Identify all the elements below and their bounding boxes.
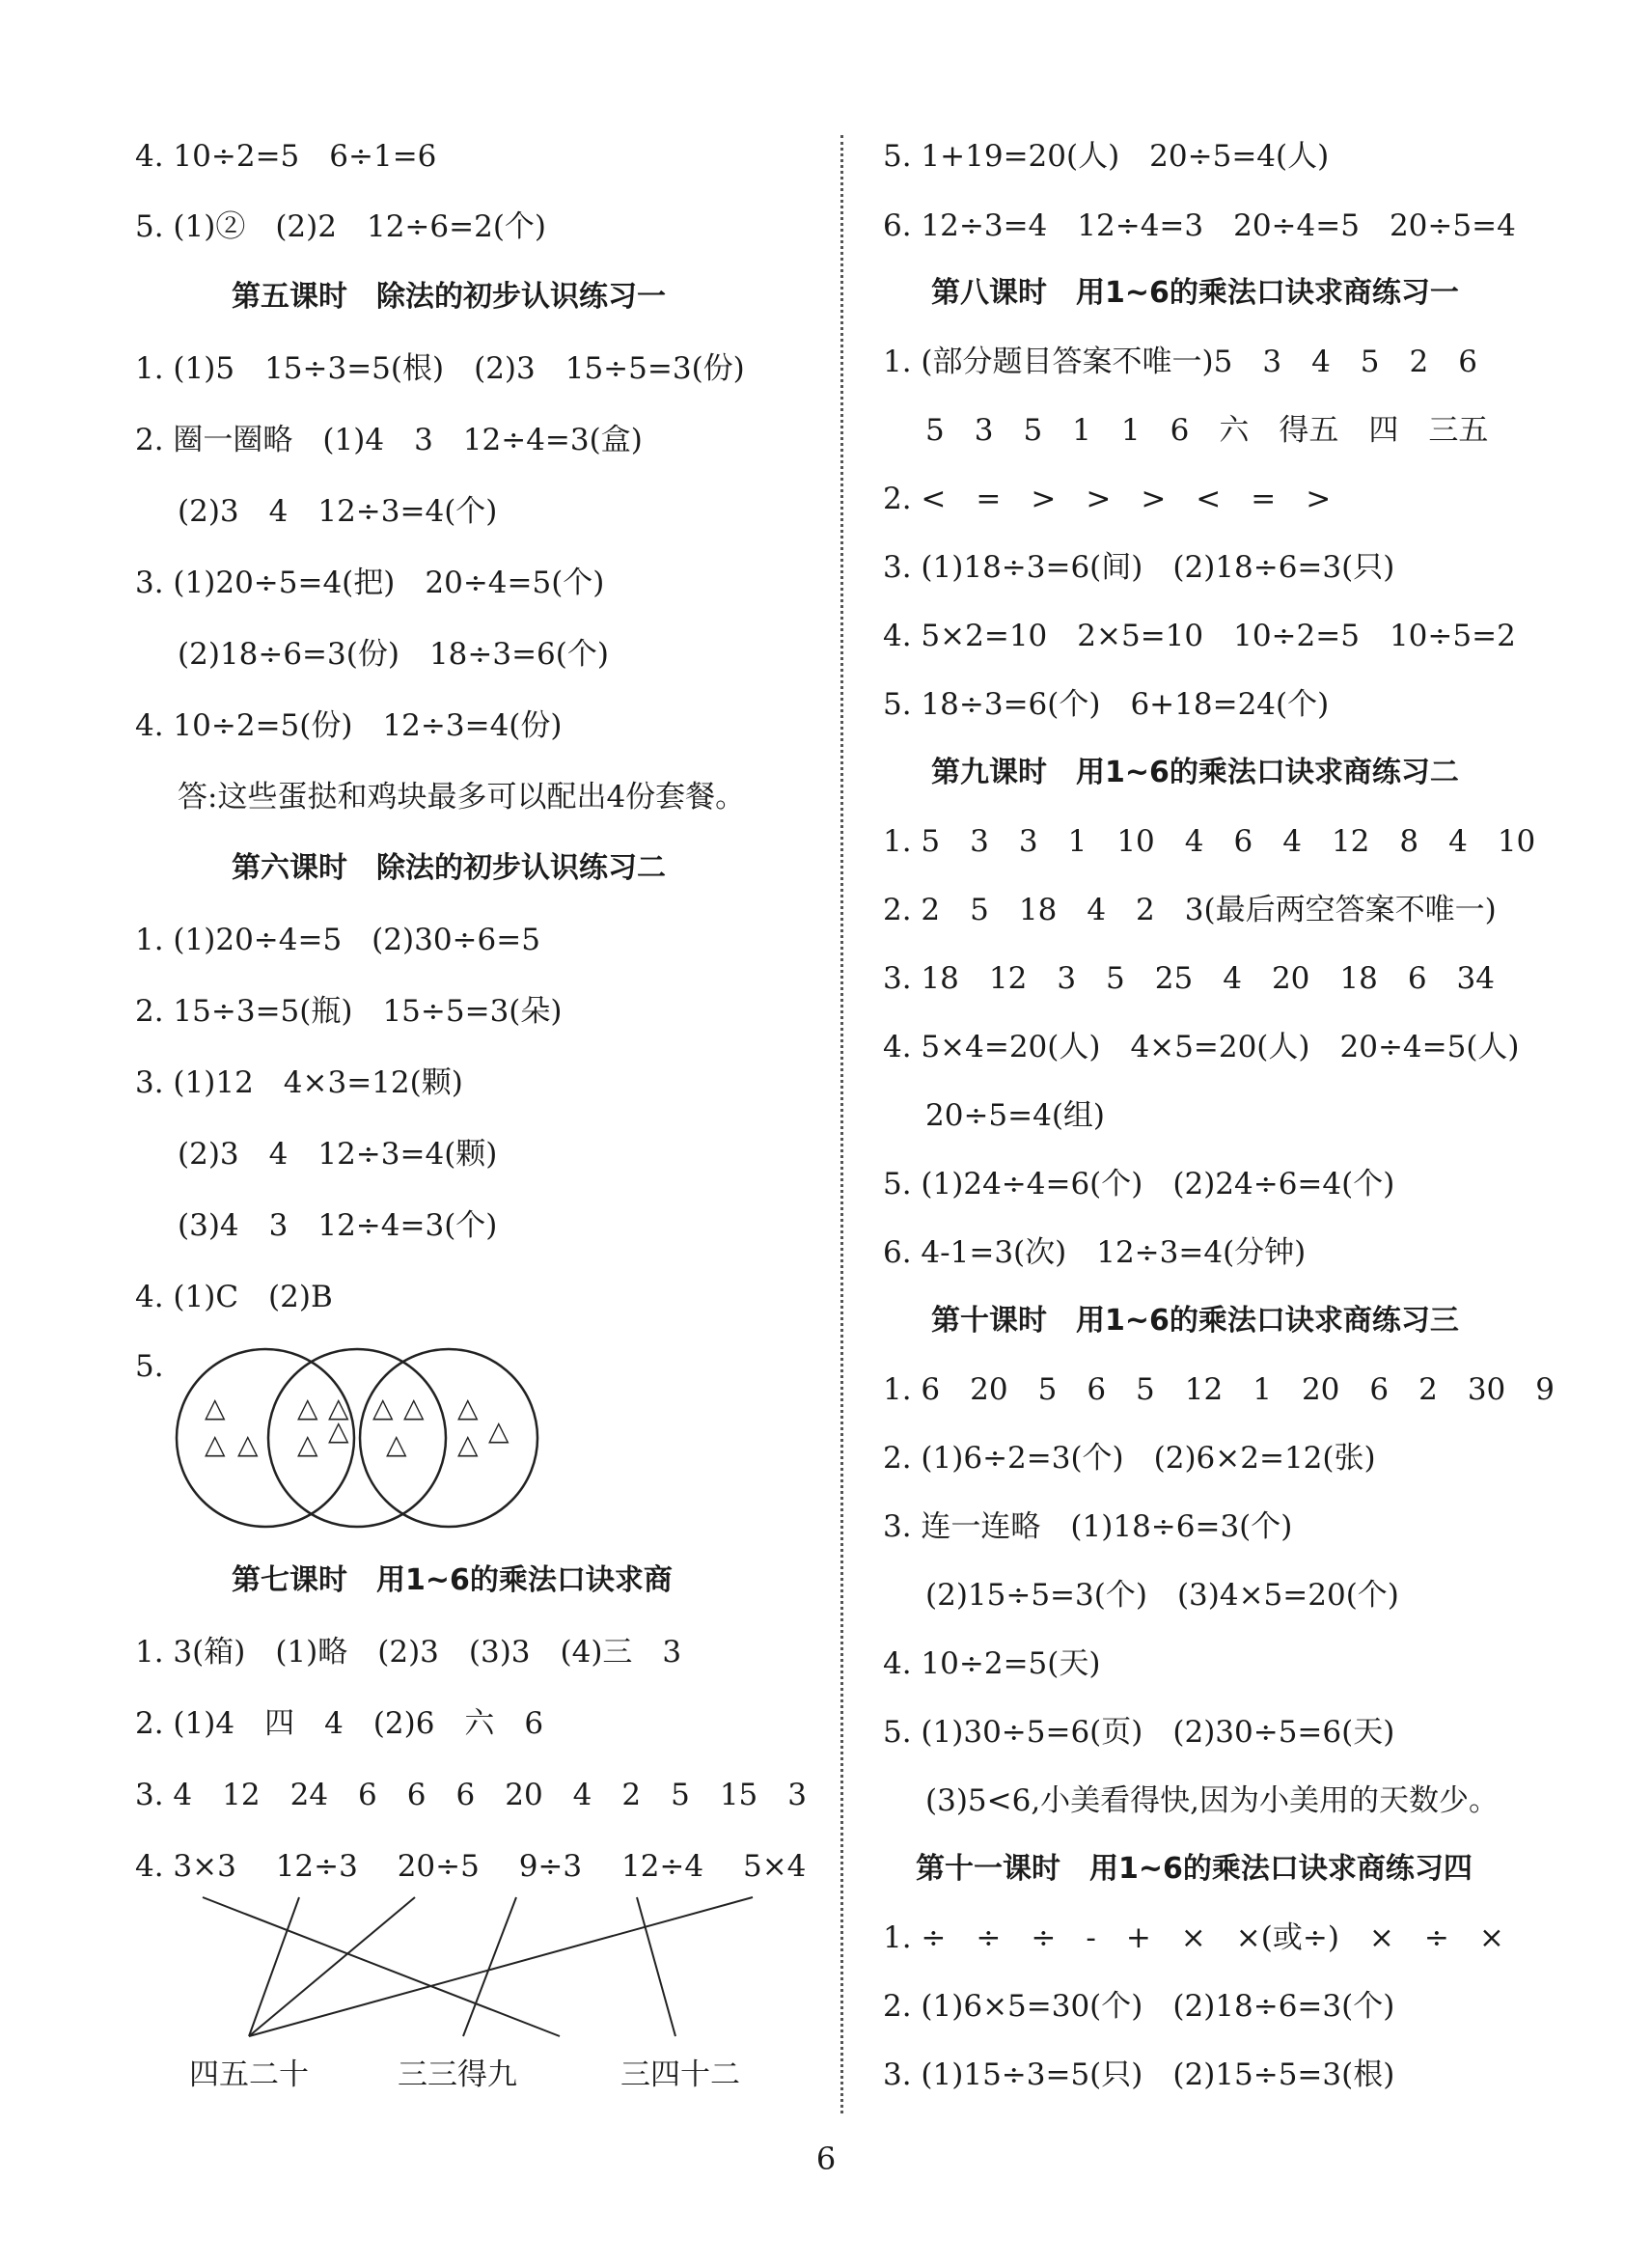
triangle-shape: △ [297,1392,318,1423]
answer-line: 5. (1)24÷4=6(个) (2)24÷6=4(个) [883,1167,1395,1201]
column-divider [840,135,843,2113]
triangle-shape: △ [328,1415,349,1447]
answer-line: 5. (1)② (2)2 12÷6=2(个) [135,209,547,244]
triangle-shape: △ [205,1392,226,1423]
answer-line: 3. (1)18÷3=6(间) (2)18÷6=3(只) [883,550,1395,585]
match-line [637,1897,675,2036]
answer-line: 3. 连一连略 (1)18÷6=3(个) [883,1509,1293,1544]
answer-line: 5 3 5 1 1 6 六 得五 四 三五 [925,413,1489,448]
section-heading-lesson-7: 第七课时 用1~6的乘法口诀求商 [232,1563,673,1597]
venn-circle-middle [268,1349,446,1527]
answer-line: 1. 6 20 5 6 5 12 1 20 6 2 30 9 [883,1372,1556,1407]
answer-line: 4. 5×2=10 2×5=10 10÷2=5 10÷5=2 [883,619,1516,653]
answer-line: 1. (1)5 15÷3=5(根) (2)3 15÷5=3(份) [135,351,745,386]
answer-line: 5. 1+19=20(人) 20÷5=4(人) [883,139,1330,174]
triangle-shape: △ [403,1392,425,1423]
matching-lines [174,1891,772,2056]
section-heading-lesson-8: 第八课时 用1~6的乘法口诀求商练习一 [931,276,1459,310]
answer-line: 4. (1)C (2)B [135,1280,333,1314]
answer-line: (3)5<6,小美看得快,因为小美用的天数少。 [925,1783,1500,1818]
answer-line: 3. (1)12 4×3=12(颗) [135,1065,463,1100]
answer-line: 5. 18÷3=6(个) 6+18=24(个) [883,687,1330,722]
answer-line: 2. < = > > > < = > [883,482,1332,516]
triangle-shape: △ [488,1415,509,1447]
answer-line: 5. [135,1349,164,1384]
triangle-shape: △ [457,1428,479,1460]
venn-diagram [174,1341,560,1534]
answer-line: 4. 10÷2=5(份) 12÷3=4(份) [135,708,563,743]
answer-line: 2. 2 5 18 4 2 3(最后两空答案不唯一) [883,893,1497,927]
answer-line: 5. (1)30÷5=6(页) (2)30÷5=6(天) [883,1715,1395,1750]
page-number: 6 [815,2140,837,2177]
triangle-shape: △ [297,1428,318,1460]
section-heading-lesson-5: 第五课时 除法的初步认识练习一 [232,280,666,314]
match-line [249,1897,753,2036]
answer-line: 1. 3(箱) (1)略 (2)3 (3)3 (4)三 3 [135,1635,682,1670]
multiplication-rhyme: 三四十二 [620,2057,740,2092]
answer-line: 6. 4-1=3(次) 12÷3=4(分钟) [883,1235,1307,1270]
answer-line: 1. 5 3 3 1 10 4 6 4 12 8 4 10 [883,824,1536,859]
multiplication-rhyme: 三三得九 [398,2057,517,2092]
answer-line: 6. 12÷3=4 12÷4=3 20÷4=5 20÷5=4 [883,208,1516,243]
answer-line: 1. (1)20÷4=5 (2)30÷6=5 [135,923,540,957]
answer-line: 3. (1)15÷3=5(只) (2)15÷5=3(根) [883,2057,1395,2092]
matching-expressions: 4. 3×3 12÷3 20÷5 9÷3 12÷4 5×4 [135,1849,807,1884]
answer-line: 1. (部分题目答案不唯一)5 3 4 5 2 6 [883,345,1477,379]
triangle-shape: △ [328,1392,349,1423]
answer-line: 3. 4 12 24 6 6 6 20 4 2 5 15 3 [135,1778,808,1812]
section-heading-lesson-11: 第十一课时 用1~6的乘法口诀求商练习四 [916,1852,1473,1886]
answer-line: 4. 5×4=20(人) 4×5=20(人) 20÷4=5(人) [883,1030,1520,1064]
triangle-shape: △ [457,1392,479,1423]
section-heading-lesson-10: 第十课时 用1~6的乘法口诀求商练习三 [931,1304,1459,1338]
answer-line: 2. 15÷3=5(瓶) 15÷5=3(朵) [135,994,563,1029]
answer-line: 2. (1)4 四 4 (2)6 六 6 [135,1706,544,1741]
answer-line: 2. (1)6÷2=3(个) (2)6×2=12(张) [883,1441,1376,1476]
answer-line: 答:这些蛋挞和鸡块最多可以配出4份套餐。 [178,780,746,814]
answer-line: (2)3 4 12÷3=4(个) [178,494,498,529]
triangle-shape: △ [386,1428,407,1460]
section-heading-lesson-9: 第九课时 用1~6的乘法口诀求商练习二 [931,756,1459,789]
answer-line: 3. 18 12 3 5 25 4 20 18 6 34 [883,961,1496,996]
answer-line: (2)3 4 12÷3=4(颗) [178,1137,498,1172]
triangle-shape: △ [237,1428,259,1460]
answer-line: (2)18÷6=3(份) 18÷3=6(个) [178,637,609,672]
answer-line: 2. 圈一圈略 (1)4 3 12÷4=3(盒) [135,423,643,457]
answer-line: 3. (1)20÷5=4(把) 20÷4=5(个) [135,566,605,600]
answer-line: 1. ÷ ÷ ÷ - + × ×(或÷) × ÷ × [883,1920,1504,1955]
answer-line: (3)4 3 12÷4=3(个) [178,1208,498,1243]
answer-line: 2. (1)6×5=30(个) (2)18÷6=3(个) [883,1989,1395,2024]
answer-line: (2)15÷5=3(个) (3)4×5=20(个) [925,1578,1399,1613]
answer-line: 4. 10÷2=5 6÷1=6 [135,139,437,174]
triangle-shape: △ [205,1428,226,1460]
answer-line: 20÷5=4(组) [925,1098,1106,1133]
section-heading-lesson-6: 第六课时 除法的初步认识练习二 [232,851,666,885]
triangle-shape: △ [372,1392,394,1423]
answer-line: 4. 10÷2=5(天) [883,1646,1101,1681]
multiplication-rhyme: 四五二十 [189,2057,309,2092]
